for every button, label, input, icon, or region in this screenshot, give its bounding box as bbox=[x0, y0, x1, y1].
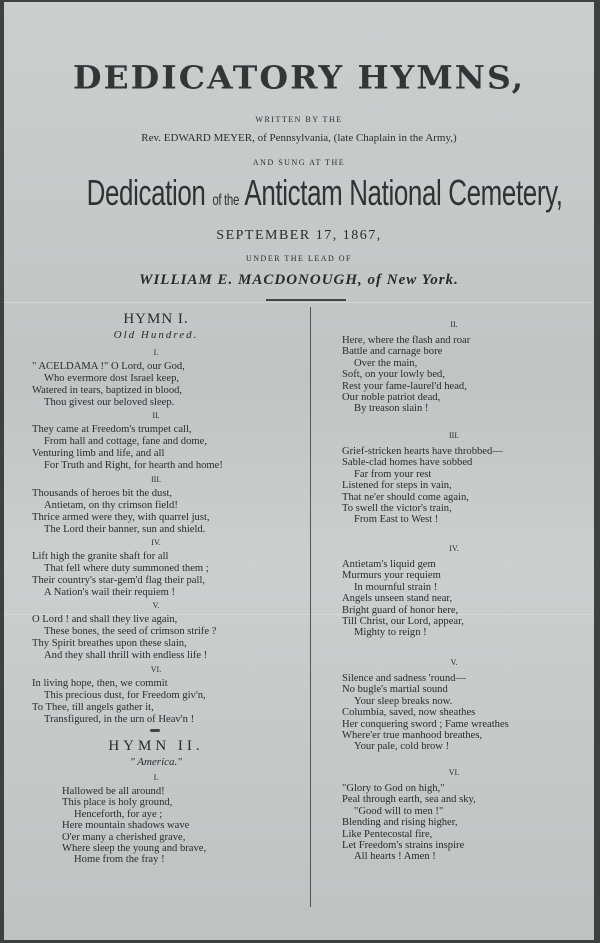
ornament bbox=[150, 729, 160, 732]
verse-line: Like Pentecostal fire, bbox=[342, 828, 433, 840]
verse-line: Who evermore dost Israel keep, bbox=[44, 373, 180, 384]
verse-line: Antietam's liquid gem bbox=[342, 559, 436, 570]
verse-line: Grief-stricken hearts have throbbed— bbox=[342, 446, 503, 457]
stanza-number: III. bbox=[151, 475, 161, 484]
verse-line: Peal through earth, sea and sky, bbox=[342, 794, 476, 806]
author-line: Rev. EDWARD MEYER, of Pennsylvania, (late Chaplain in the Army,) bbox=[141, 132, 457, 144]
verse-line: Venturing limb and life, and all bbox=[32, 448, 165, 459]
dedication-word: Dedication bbox=[86, 172, 206, 213]
stanza-number: II. bbox=[152, 411, 160, 420]
verse-line: Silence and sadness 'round— bbox=[342, 673, 467, 684]
verse-line: A Nation's wail their requiem ! bbox=[44, 587, 176, 598]
verse-line: " ACELDAMA !" O Lord, our God, bbox=[32, 361, 185, 372]
stanza-number: V. bbox=[450, 658, 458, 667]
verse-line: Where sleep the young and brave, bbox=[62, 843, 207, 854]
stanza-number: VI. bbox=[448, 768, 460, 777]
verse-line: And they shall thrill with endless life ! bbox=[44, 650, 208, 661]
verse-line: From hall and cottage, fane and dome, bbox=[44, 436, 207, 447]
verse-line: Antietam, on thy crimson field! bbox=[44, 500, 178, 511]
stanza-number: I. bbox=[153, 773, 159, 782]
stanza-number: III. bbox=[449, 431, 459, 440]
sung-at-label: AND SUNG AT THE bbox=[252, 158, 346, 167]
paper-crease bbox=[4, 302, 594, 303]
leader-name: WILLIAM E. MACDONOUGH, of New York. bbox=[139, 272, 459, 288]
stanza-number: VI. bbox=[150, 665, 162, 674]
verse-line: They came at Freedom's trumpet call, bbox=[32, 424, 192, 435]
verse-line: Their country's star-gem'd flag their pall, bbox=[32, 575, 206, 586]
verse-line: Here, where the flash and roar bbox=[342, 335, 471, 346]
verse-line: Thrice armed were they, with quarrel just, bbox=[32, 512, 210, 523]
verse-line: Soft, on your lowly bed, bbox=[342, 369, 445, 381]
verse-line: To swell the victor's train, bbox=[342, 503, 452, 514]
verse-line: Rest your fame-laurel'd head, bbox=[342, 380, 467, 392]
verse-line: Henceforth, for aye ; bbox=[74, 808, 163, 820]
document-title: DEDICATORY HYMNS, bbox=[72, 58, 526, 97]
verse-line: "Glory to God on high," bbox=[342, 783, 445, 794]
verse-line: To Thee, till angels gather it, bbox=[32, 702, 154, 713]
cemetery-name: Antictam National Cemetery, bbox=[244, 172, 563, 213]
verse-line: Over the main, bbox=[354, 357, 418, 369]
hymn-2-tune: " America." bbox=[130, 756, 182, 768]
verse-line: Blending and rising higher, bbox=[342, 817, 458, 829]
verse-line: This precious dust, for Freedom giv'n, bbox=[44, 690, 206, 701]
verse-line: From East to West ! bbox=[354, 514, 439, 526]
stanza-number: V. bbox=[152, 601, 160, 610]
verse-line: Your pale, cold brow ! bbox=[354, 741, 450, 753]
hymn-1-tune: Old Hundred. bbox=[113, 329, 199, 341]
verse-line: These bones, the seed of crimson strife ? bbox=[44, 626, 217, 637]
verse-line: Battle and carnage bore bbox=[342, 346, 443, 358]
verse-line: In living hope, then, we commit bbox=[32, 678, 168, 689]
verse-line: Here mountain shadows wave bbox=[62, 820, 190, 832]
verse-line: Our noble patriot dead, bbox=[342, 392, 441, 403]
verse-line: Hallowed be all around! bbox=[62, 786, 165, 797]
stanza-number: IV. bbox=[151, 538, 161, 547]
verse-line: Lift high the granite shaft for all bbox=[32, 551, 169, 562]
verse-line: In mournful strain ! bbox=[354, 581, 438, 593]
header-rule bbox=[266, 299, 346, 301]
hymn-2-title: HYMN II. bbox=[108, 738, 204, 754]
column-divider bbox=[310, 307, 311, 907]
under-lead-label: UNDER THE LEAD OF bbox=[245, 254, 352, 263]
verse-line: Thou givest our beloved sleep. bbox=[44, 397, 175, 408]
verse-line: The Lord their banner, sun and shield. bbox=[44, 524, 206, 535]
verse-line: Thy Spirit breathes upon these slain, bbox=[32, 638, 187, 649]
dedication-date: SEPTEMBER 17, 1867, bbox=[216, 228, 382, 243]
verse-line: Where'er true manhood breathes, bbox=[342, 730, 483, 741]
stanza-number: IV. bbox=[449, 544, 459, 553]
verse-line: This place is holy ground, bbox=[62, 797, 173, 809]
hymn-1-title: HYMN I. bbox=[123, 311, 189, 327]
verse-line: Far from your rest bbox=[354, 468, 432, 480]
verse-line: By treason slain ! bbox=[354, 403, 429, 415]
stanza-number: II. bbox=[450, 320, 458, 329]
verse-line: That ne'er should come again, bbox=[342, 491, 469, 503]
verse-line: All hearts ! Amen ! bbox=[354, 851, 436, 863]
verse-line: Columbia, saved, now sheathes bbox=[342, 707, 476, 719]
verse-line: No bugle's martial sound bbox=[342, 684, 448, 696]
verse-line: For Truth and Right, for hearth and home! bbox=[44, 460, 223, 471]
verse-line: Sable-clad homes have sobbed bbox=[342, 457, 473, 469]
verse-line: Her conquering sword ; Fame wreathes bbox=[342, 718, 509, 730]
verse-line: That fell where duty summoned them ; bbox=[44, 563, 209, 574]
verse-line: O Lord ! and shall they live again, bbox=[32, 614, 178, 625]
verse-line: Thousands of heroes bit the dust, bbox=[32, 488, 173, 499]
dedication-heading bbox=[86, 172, 563, 214]
stanza-number: I. bbox=[153, 348, 159, 357]
broadside-sheet bbox=[4, 2, 594, 940]
written-by-label: WRITTEN BY THE bbox=[255, 115, 343, 124]
of-the-word: of the bbox=[212, 192, 239, 209]
verse-line: Murmurs your requiem bbox=[342, 570, 441, 582]
verse-line: Bright guard of honor here, bbox=[342, 604, 459, 616]
verse-line: Angels unseen stand near, bbox=[342, 593, 453, 605]
verse-line: Let Freedom's strains inspire bbox=[342, 840, 465, 851]
verse-line: Home from the fray ! bbox=[74, 854, 165, 866]
verse-line: Mighty to reign ! bbox=[354, 627, 427, 639]
verse-line: Till Christ, our Lord, appear, bbox=[342, 616, 464, 627]
verse-line: O'er many a cherished grave, bbox=[62, 831, 186, 843]
verse-line: "Good will to men !" bbox=[354, 805, 444, 817]
verse-line: Your sleep breaks now. bbox=[354, 695, 453, 707]
verse-line: Watered in tears, baptized in blood, bbox=[32, 385, 183, 396]
verse-line: Transfigured, in the urn of Heav'n ! bbox=[44, 714, 195, 725]
verse-line: Listened for steps in vain, bbox=[342, 480, 452, 492]
